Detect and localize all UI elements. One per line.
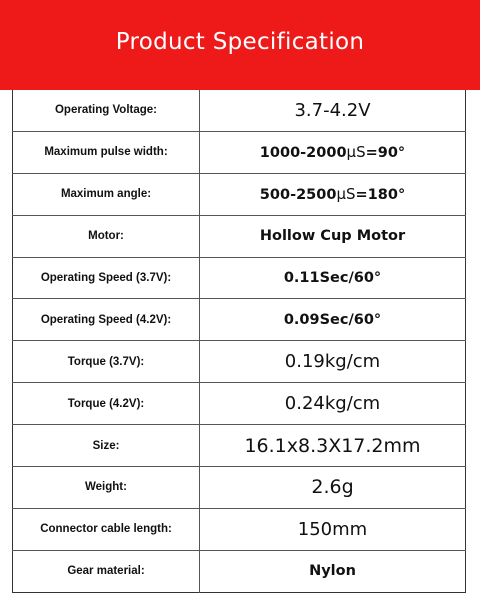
spec-value: 0.09Sec/60° <box>200 299 466 341</box>
spec-row-motor <box>13 215 466 257</box>
spec-label: Size: <box>13 425 200 467</box>
spec-row-maximum-angle <box>13 173 466 215</box>
spec-row-torque-4-2v <box>13 383 466 425</box>
spec-value-range: 1000-2000 <box>259 145 347 162</box>
spec-row-weight <box>13 467 466 509</box>
spec-label: Connector cable length: <box>13 508 200 550</box>
spec-label: Weight: <box>13 467 200 509</box>
spec-value: 0.11Sec/60° <box>200 257 466 299</box>
spec-value <box>200 131 466 173</box>
spec-row-gear-material <box>13 550 466 592</box>
spec-value: 16.1x8.3X17.2mm <box>200 425 466 467</box>
spec-value-unit: μS <box>336 185 356 204</box>
spec-value: Hollow Cup Motor <box>200 215 466 257</box>
spec-value: 3.7-4.2V <box>294 99 371 121</box>
spec-label: Gear material: <box>13 550 200 592</box>
spec-value: 0.24kg/cm <box>200 383 466 425</box>
spec-row-maximum-pulse-width <box>13 131 466 173</box>
spec-label: Operating Speed (4.2V): <box>13 299 200 341</box>
spec-row-operating-speed-4-2v <box>13 299 466 341</box>
spec-value: 0.19kg/cm <box>200 341 466 383</box>
spec-value-angle: =90° <box>365 145 406 162</box>
spec-label: Torque (4.2V): <box>13 383 200 425</box>
spec-table <box>12 90 466 593</box>
spec-value <box>200 173 466 215</box>
spec-row-connector-cable-length <box>13 508 466 550</box>
spec-value: 150mm <box>200 508 466 550</box>
spec-value-angle: =180° <box>355 187 406 204</box>
spec-value-range: 500-2500 <box>259 187 337 204</box>
spec-label: Operating Voltage: <box>13 90 200 131</box>
spec-label: Torque (3.7V): <box>13 341 200 383</box>
spec-value: Nylon <box>200 550 466 592</box>
spec-value-unit: μS <box>346 143 366 162</box>
page-title: Product Specification <box>115 29 365 55</box>
spec-row-operating-voltage <box>13 90 466 131</box>
spec-row-size <box>13 425 466 467</box>
title-banner <box>0 0 480 90</box>
spec-row-torque-3-7v <box>13 341 466 383</box>
spec-label: Maximum angle: <box>13 173 200 215</box>
spec-label: Maximum pulse width: <box>13 131 200 173</box>
spec-row-operating-speed-3-7v <box>13 257 466 299</box>
spec-label: Operating Speed (3.7V): <box>13 257 200 299</box>
spec-value: 2.6g <box>200 467 466 509</box>
spec-label: Motor: <box>13 215 200 257</box>
